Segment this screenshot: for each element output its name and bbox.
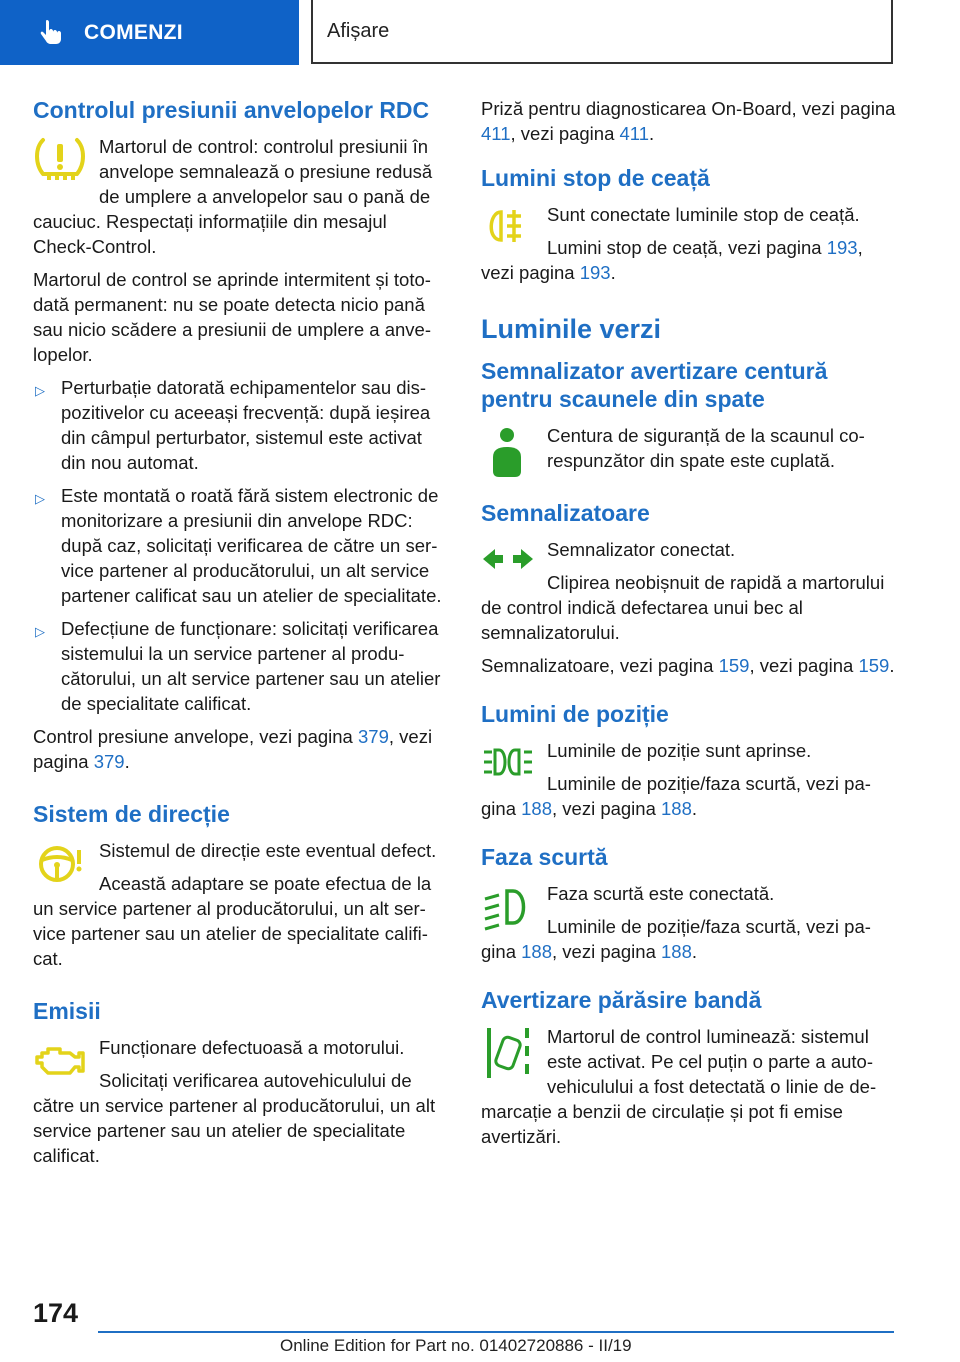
heading-steering: Sistem de direcție [33,801,230,827]
steering-wheel-icon [33,838,99,890]
tab-comenzi-label: COMENZI [84,20,183,44]
emissions-text-1: Funcționare defectuoasă a motorului. [99,1037,405,1058]
turn-reference: Semnalizatoare, vezi pagina 159, vezi pagina 159. [481,655,895,676]
hand-pointer-icon [38,20,64,46]
tab-comenzi[interactable] [0,0,299,65]
position-lights-icon [481,738,547,790]
left-column [33,96,449,1176]
page-link[interactable]: 411 [481,123,511,144]
edition-footer: Online Edition for Part no. 01402720886 - II/19 [280,1336,632,1355]
turn-signal-arrows-icon [481,537,547,589]
page-link[interactable]: 188 [521,941,552,962]
triangle-bullet-icon: ▷ [35,491,45,506]
footer-divider [98,1331,894,1333]
steering-text-1: Sistemul de direcție este eventual defect. [99,840,437,861]
rdc-reference: Control presiune anvelope, vezi pagina 379, vezi pagina 379. [33,726,433,772]
heading-emissions: Emisii [33,998,101,1024]
position-reference: Luminile de poziție/faza scurtă, vezi pagina 188, vezi pagina 188. [481,773,871,819]
section-tab-afisare[interactable] [311,0,893,64]
heading-green-lights: Luminile verzi [481,314,662,344]
page-header [0,0,960,66]
right-column [481,96,897,1157]
triangle-bullet-icon: ▷ [35,624,45,639]
position-text-1: Luminile de poziție sunt aprinse. [547,740,812,761]
page-link[interactable]: 188 [661,798,692,819]
page-link[interactable]: 159 [718,655,750,676]
rdc-text-1: Martorul de control: controlul presiunii în anvelope semnalează o presiune redusă de umplere a anvelopelor sau o pană de cauciuc. Respectați informațiile din mesajul Check-Control. [33,136,433,257]
heading-lane-departure: Avertizare părăsire bandă [481,987,762,1013]
rear-fog-light-icon [481,202,547,254]
turn-text-1: Semnalizator conectat. [547,539,736,560]
section-label: Afișare [327,19,390,42]
page-link[interactable]: 159 [858,655,890,676]
page-link[interactable]: 411 [619,123,650,144]
triangle-bullet-icon: ▷ [35,383,45,398]
steering-text-2: Această adaptare se poate efectua de la un service partener al producătorului, un alt service partener sau un atelier de specialitate calificat. [33,873,432,969]
heading-turn-signals: Semnalizatoare [481,500,650,526]
page-link[interactable]: 188 [521,798,552,819]
belt-text-1: Centura de siguranță de la scaunul corespunzător din spate este cuplată. [547,425,865,471]
obd-reference: Priză pentru diagnosticarea On-Board, vezi pagina 411, vezi pagina 411. [481,98,896,144]
heading-rdc: Controlul presiunii anvelopelor RDC [33,97,430,123]
fog-text-1: Sunt conectate luminile stop de ceață. [547,204,860,225]
rdc-bullet-list [33,375,449,716]
tire-pressure-icon [33,134,99,186]
turn-text-2: Clipirea neobișnuit de rapidă a martorului de control indică defectarea unui bec al semnalizatorului. [481,572,885,643]
heading-belt-reminder: Semnalizator avertizare centură pentru scaunele din spate [481,358,828,412]
lane-departure-icon [481,1024,547,1084]
list-item: ▷ Este montată o roată fără sistem electronic de monitorizare a presiunii din anvelope RDC: după caz, solicitați verificarea de către un service partener al producătorului, un alt service partener calificat sau un atelier de specialitate. [35,485,442,606]
heading-fog-lights: Lumini stop de ceață [481,165,710,191]
list-item: ▷ Defecțiune de funcționare: solicitați verificarea sistemului la un service partener al producătorului, un alt service partener sau un atelier de specialitate calificat. [35,618,441,714]
heading-low-beam: Faza scurtă [481,844,608,870]
fog-reference: Lumini stop de ceață, vezi pagina 193, vezi pagina 193. [481,237,863,283]
heading-position-lights: Lumini de poziție [481,701,669,727]
rdc-text-2: Martorul de control se aprinde intermitent și totodată permanent: nu se poate detecta nicio pană sau nicio scădere a presiunii de umplere a anvelopelor. [33,269,431,365]
page-link[interactable]: 379 [93,751,125,772]
page-link[interactable]: 379 [358,726,389,747]
list-item: ▷ Perturbație datorată echipamentelor sau dispozitivelor cu aceeași frecvență: după ieșirea din câmpul perturbator, sistemul este activat din nou automat. [35,377,431,473]
page-link[interactable]: 193 [826,237,858,258]
page-number: 174 [33,1298,79,1328]
low-beam-icon [481,881,547,939]
engine-icon [33,1035,99,1087]
page-link[interactable]: 193 [579,262,611,283]
lowbeam-reference: Luminile de poziție/faza scurtă, vezi pagina 188, vezi pagina 188. [481,916,871,962]
page-link[interactable]: 188 [661,941,692,962]
seat-belt-person-icon [481,423,547,485]
emissions-text-2: Solicitați verificarea autovehiculului de către un service partener al producătorului, un alt service partener sau un atelier de specialitate calificat. [33,1070,436,1166]
lowbeam-text-1: Faza scurtă este conectată. [547,883,775,904]
lane-text-1: Martorul de control luminează: sistemul este activat. Pe cel puțin o parte a autovehiculului a fost detectată o linie de demarcație a benzii de circulație și pot fi emise avertizări. [481,1026,877,1147]
